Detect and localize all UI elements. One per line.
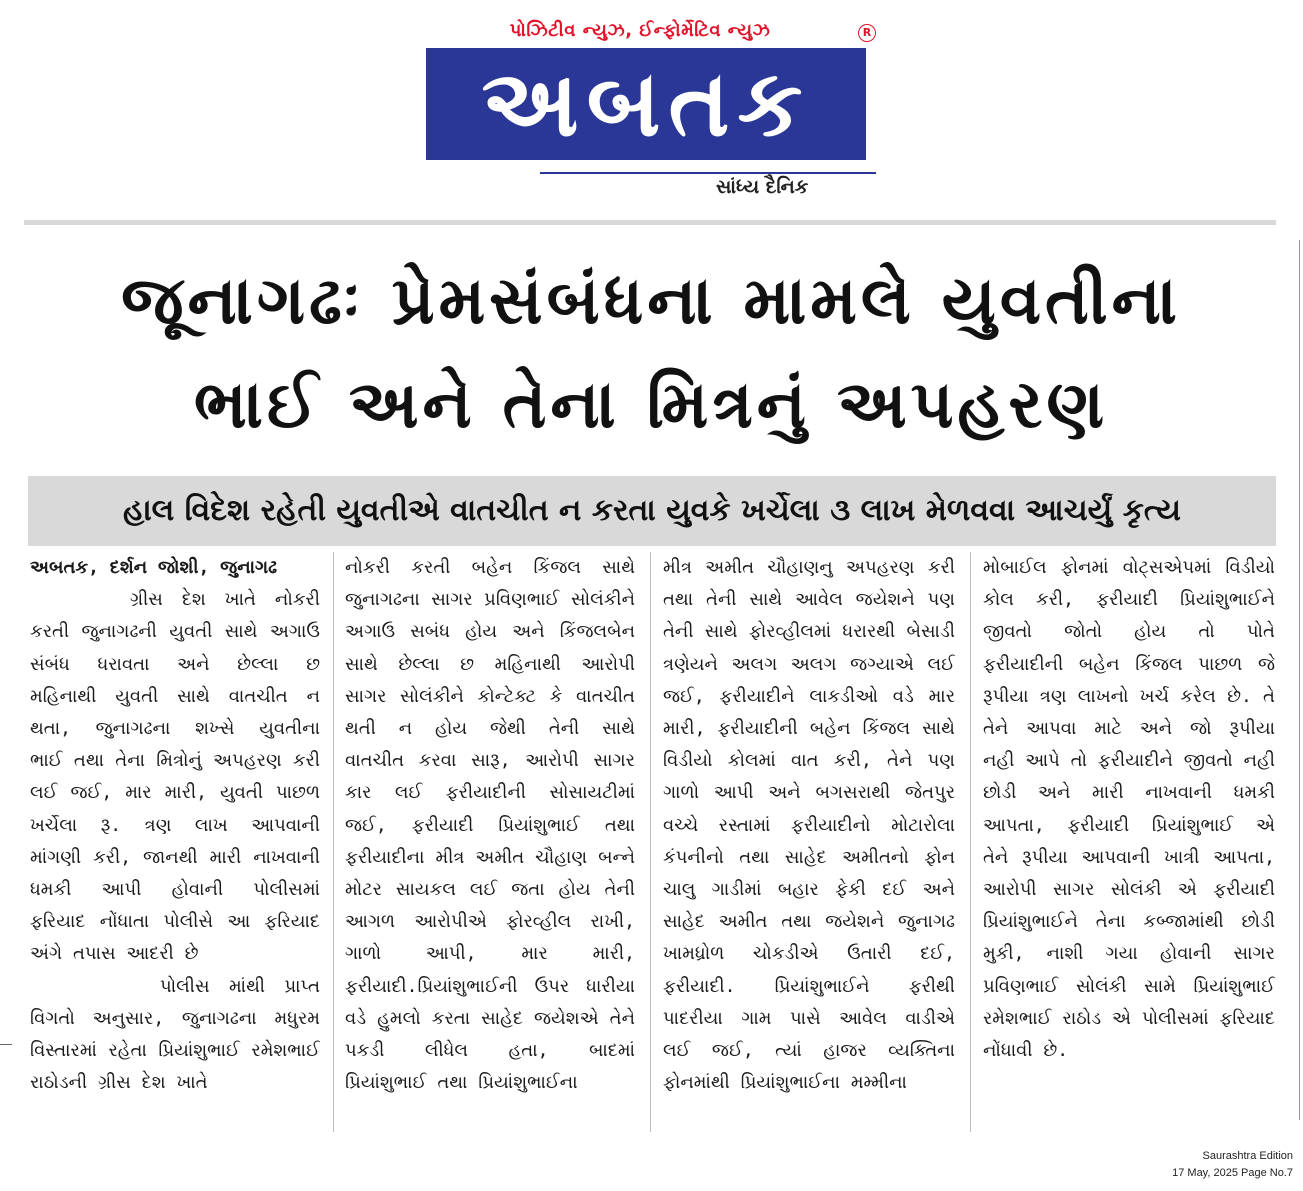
- newspaper-logo: અબતક: [426, 48, 866, 160]
- column-1-paragraph-2: પોલીસ માંથી પ્રાપ્ત વિગતો અનુસાર, જુનાગઢના મધુરમ વિસ્તારમાં રહેતા પ્રિયાંશુભાઈ રમેશભાઈ રાઠોડની ગ્રીસ દેશ ખાતે: [30, 975, 320, 1094]
- masthead-tagline: પોઝિટીવ ન્યુઝ, ઈન્ફોર્મેટિવ ન્યુઝ: [509, 20, 771, 41]
- column-1-paragraph-1: ગ્રીસ દેશ ખાતે નોકરી કરતી જુનાગઢની યુવતી સાથે અગાઉ સંબંધ ધરાવતા અને છેલ્લા છ મહિનાથી યુવતી સાથે વાતચીત ન થતા, જુનાગઢના શખ્સે યુવતીના ભાઈ તથા તેના મિત્રોનું અપહરણ કરી લઈ જઈ, માર મારી, યુવતી પાછળ ખર્ચેલા રૂ. ત્રણ લાખ આપવાની માંગણી કરી, જાનથી મારી નાખવાની ધમકી આપી હોવાની પોલીસમાં ફરિયાદ નોંધાતા પોલીસે આ ફરિયાદ અંગે તપાસ આદરી છે: [30, 589, 320, 965]
- column-2-paragraph-1: નોકરી કરતી બહેન કિંજલ સાથે જુનાગઢના સાગર પ્રવિણભાઈ સોલંકીને અગાઉ સબંધ હોય અને કિંજલબેન સાથે છેલ્લા છ મહિનાથી આરોપી સાગર સોલંકીને કોન્ટેક્ટ કે વાતચીત થતી ન હોય જેથી તેની સાથે વાતચીત કરવા સારૂ, આરોપી સાગર કાર લઈ ફરીયાદીની સોસાયટીમાં જઈ, ફરીયાદી પ્રિયાંશુભાઈ તથા ફરીયાદીના મીત્ર અમીત ચૌહાણ બન્ને મોટર સાયકલ લઈ જતા હોય તેની આગળ આરોપીએ ફોરવ્હીલ રાખી, ગાળો આપી, માર મારી, ફરીયાદી.પ્રિયાંશુભાઈની ઉપર ધારીયા વડે હુમલો કરતા સાહેદ જયેશએ તેને પકડી લીધેલ હતા, બાદમાં પ્રિયાંશુભાઈ તથા પ્રિયાંશુભાઈના: [345, 557, 635, 1094]
- masthead: [420, 14, 880, 206]
- headline-line-2: ભાઈ અને તેના મિત્રનું અપહરણ: [193, 365, 1109, 443]
- masthead-subtitle: સાંધ્ય દૈનિક: [716, 176, 809, 198]
- byline: અબતક, દર્શન જોશી, જુનાગઢ: [30, 557, 278, 578]
- column-divider: [650, 552, 651, 1132]
- deck-subheadline: હાલ વિદેશ રહેતી યુવતીએ વાતચીત ન કરતા યુવકે ખર્ચેલા ૩ લાખ મેળવવા આચર્યું કૃત્ય: [122, 493, 1181, 528]
- column-3-paragraph-1: મીત્ર અમીત ચૌહાણનુ અપહરણ કરી તથા તેની સાથે આવેલ જયેશને પણ તેની સાથે ફોરવ્હીલમાં ધરારથી બેસાડી ત્રણેયને અલગ અલગ જગ્યાએ લઈ જઈ, ફરીયાદીને લાકડીઓ વડે માર મારી, ફરીયાદીની બહેન કિંજલ સાથે વિડીયો કોલમાં વાત કરી, તેને પણ ગાળો આપી અને બગસરાથી જેતપુર વચ્ચે રસ્તામાં ફરીયાદીનો મોટારોલા કંપનીનો તથા સાહેદ અમીતનો ફોન ચાલુ ગાડીમાં બહાર ફેકી દઈ અને સાહેદ અમીત તથા જયેશને જુનાગઢ ખામધ્રોળ ચોકડીએ ઉતારી દઈ, ફરીયાદી. પ્રિયાંશુભાઈને ફરીથી પાદરીયા ગામ પાસે આવેલ વાડીએ લઈ જઈ, ત્યાં હાજર વ્યક્તિના ફોનમાંથી પ્રિયાંશુભાઈના મમ્મીના: [663, 557, 955, 1094]
- column-divider: [970, 552, 971, 1132]
- edition-info: [1172, 1148, 1293, 1182]
- logo-underline: [540, 172, 876, 174]
- header-divider: [24, 220, 1276, 225]
- edition-date-page: 17 May, 2025 Page No.7: [1172, 1167, 1293, 1179]
- page-edge-rule: [1299, 240, 1300, 1120]
- margin-tick: [0, 1044, 12, 1045]
- article-column-4: [983, 552, 1275, 1132]
- edition-name: Saurashtra Edition: [1202, 1150, 1293, 1162]
- article-column-3: [663, 552, 955, 1132]
- column-divider: [333, 552, 334, 1132]
- registered-trademark-icon: R: [858, 24, 876, 42]
- column-4-paragraph-1: મોબાઈલ ફોનમાં વોટ્સએપમાં વિડીયો કોલ કરી, ફરીયાદી પ્રિયાંશુભાઈને જીવતો જોતો હોય તો પોતે ફરીયાદીની બહેન કિંજલ પાછળ જે રૂપીયા ત્રણ લાખનો ખર્ચ કરેલ છે. તે તેને આપવા માટે અને જો રૂપીયા નહી આપે તો ફરીયાદીને જીવતો નહી છોડી અને મારી નાખવાની ધમકી આપતા, ફરીયાદી પ્રિયાંશુભાઈ એ તેને રૂપીયા આપવાની ખાત્રી આપતા, આરોપી સાગર સોલંકી એ ફરીયાદી પ્રિયાંશુભાઈને તેના કબ્જામાંથી છોડી મુકી, નાશી ગયા હોવાની સાગર પ્રવિણભાઈ સોલંકી સામે પ્રિયાંશુભાઈ રમેશભાઈ રાઠોડ એ પોલીસમાં ફરિયાદ નોંધાવી છે.: [983, 557, 1275, 1062]
- headline: [20, 248, 1282, 456]
- article-column-2: [345, 552, 635, 1132]
- article-column-1: [30, 552, 320, 1132]
- headline-line-1: જૂનાગઢઃ પ્રેમસંબંધના મામલે યુવતીના: [121, 261, 1181, 339]
